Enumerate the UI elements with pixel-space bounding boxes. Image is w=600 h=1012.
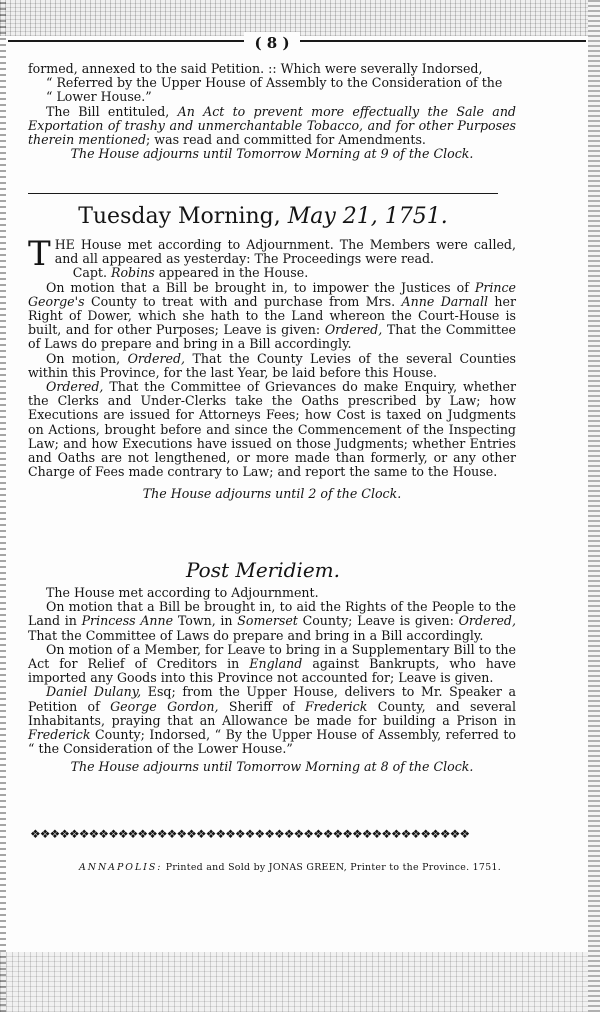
morning-paragraph-3: On motion that a Bill be brought in, to impower the Justices of Prince George's County to treat with and purchase from Mrs. Anne Darnall her Right of Dower, which she hath to the Land whereon the Court-House is built, and for other Purposes; Leave is given: Ordered, That the Committee of Laws do prepare and bring in a Bill accordingly. xyxy=(28,279,516,352)
section-heading-post-meridiem: Post Meridiem. xyxy=(186,558,340,582)
afternoon-paragraph-3: On motion of a Member, for Leave to bring in a Supplementary Bill to the Act for Relief of Creditors in England against Bankrupts, who have imported any Goods into this Province not accounted for; Leave is given. xyxy=(28,641,516,686)
adjourn-line-2: The House adjourns until 2 of the Clock. xyxy=(142,486,402,502)
morning-paragraph-5: Ordered, That the Committee of Grievances do make Enquiry, whether the Clerks and Under-Clerks take the Oaths prescribed by Law; how Executions are issued for Attorneys Fees; how Cost is taxed on Judgments on Actions, brought before and since the Commencement of the Inspecting Law; and how Executions have issued on those Judgments; whether Entries and Oaths are not lengthened, or more made than formerly, or any other Charge of Fees made contrary to Law; and report the same to the House. xyxy=(28,379,516,480)
morning-section xyxy=(28,234,516,502)
morning-paragraph-1: THE House met according to Adjournment. The Members were called, and all appeared as yesterday: The Proceedings were read. xyxy=(28,234,516,274)
imprint-text: Printed and Sold by JONAS GREEN, Printer to the Province. 1751. xyxy=(165,862,501,873)
scan-edge-top xyxy=(0,0,600,36)
continuation-section xyxy=(28,62,516,161)
afternoon-paragraph-2: On motion that a Bill be brought in, to aid the Rights of the People to the Land in Princess Anne Town, in Somerset County; Leave is given: Ordered, That the Committee of Laws do prepare and bring in a Bill accordingly. xyxy=(28,599,516,643)
page-number: ( 8 ) xyxy=(244,32,300,54)
morning-paragraph-4: On motion, Ordered, That the County Levies of the several Counties within this Province, for the last Year, be laid before this House. xyxy=(28,350,516,380)
drop-cap: T xyxy=(28,234,51,274)
morning-paragraph-2: Capt. Robins appeared in the House. xyxy=(72,265,309,281)
continuation-line-2: “ Referred by the Upper House of Assembly to the Consideration of the xyxy=(46,75,503,91)
scan-edge-bottom xyxy=(0,952,600,1012)
afternoon-paragraph-1: The House met according to Adjournment. xyxy=(46,585,319,600)
section-heading-tuesday: Tuesday Morning, May 21, 1751. xyxy=(78,204,448,229)
bill-paragraph: The Bill entituled, An Act to prevent more effectually the Sale and Exportation of trashy and unmerchantable Tobacco, and for other Purposes therein mentioned; was read and committed for Amendments. xyxy=(28,103,516,148)
section-rule xyxy=(28,193,498,194)
adjourn-line-1: The House adjourns until Tomorrow Morning at 9 of the Clock. xyxy=(70,146,474,162)
continuation-line-3: “ Lower House.” xyxy=(46,89,152,105)
ornament-border: ❖❖❖❖❖❖❖❖❖❖❖❖❖❖❖❖❖❖❖❖❖❖❖❖❖❖❖❖❖❖❖❖❖❖❖❖❖❖❖❖❖❖❖❖❖ xyxy=(30,828,470,840)
continuation-line-1: formed, annexed to the said Petition. :: Which were severally Indorsed, xyxy=(28,61,483,76)
bill-title: An Act to prevent more effectually the Sale and Exportation of trashy and unmerchantable Tobacco, and for other Purposes therein mentioned xyxy=(28,103,516,148)
afternoon-paragraph-4: Daniel Dulany, Esq; from the Upper House, delivers to Mr. Speaker a Petition of George Gordon, Sheriff of Frederick County, and several Inhabitants, praying that an Allowance be made for building a Prison in Frederick County; Indorsed, “ By the Upper House of Assembly, referred to “ the Consideration of the Lower House.” xyxy=(28,684,517,757)
printer-imprint xyxy=(60,862,520,873)
afternoon-section xyxy=(28,586,516,775)
adjourn-line-3: The House adjourns until Tomorrow Morning at 8 of the Clock. xyxy=(70,759,474,775)
scan-edge-right xyxy=(588,0,600,1012)
scan-edge-left xyxy=(0,0,6,1012)
imprint-city: ANNAPOLIS: xyxy=(79,862,163,873)
